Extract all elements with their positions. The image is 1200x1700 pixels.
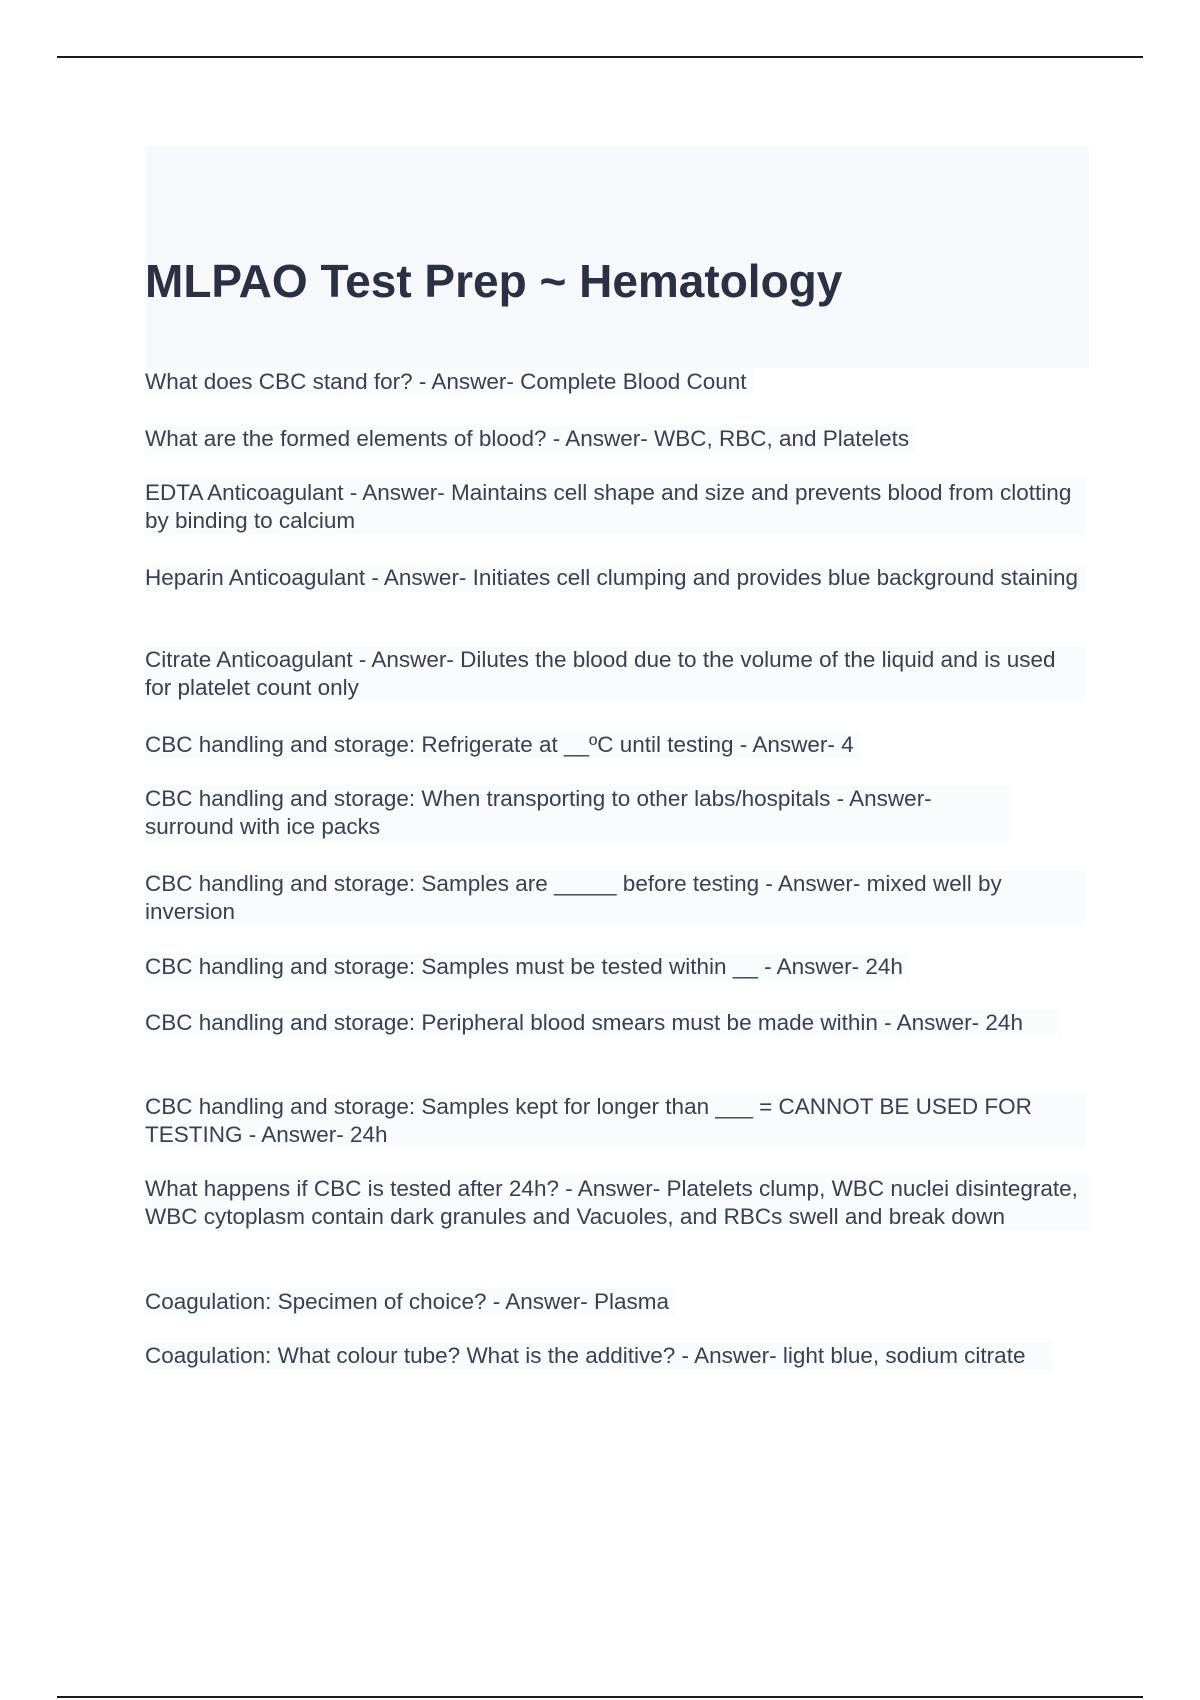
qa-item: What does CBC stand for? - Answer- Complete Blood Count: [145, 368, 753, 396]
qa-item: CBC handling and storage: Samples kept for longer than ___ = CANNOT BE USED FOR TESTING - Answer- 24h: [145, 1093, 1086, 1149]
qa-item: CBC handling and storage: Samples must be tested within __ - Answer- 24h: [145, 953, 909, 981]
qa-item: CBC handling and storage: When transporting to other labs/hospitals - Answer- surround with ice packs: [145, 785, 1011, 841]
qa-item: What happens if CBC is tested after 24h? - Answer- Platelets clump, WBC nuclei disintegrate, WBC cytoplasm contain dark granules and Vacuoles, and RBCs swell and break down: [145, 1175, 1091, 1231]
qa-item: Coagulation: Specimen of choice? - Answer- Plasma: [145, 1288, 675, 1316]
qa-item: Coagulation: What colour tube? What is the additive? - Answer- light blue, sodium citrate: [145, 1342, 1051, 1370]
qa-item: CBC handling and storage: Refrigerate at __ºC until testing - Answer- 4: [145, 731, 860, 759]
page-title: MLPAO Test Prep ~ Hematology: [145, 255, 843, 307]
bottom-rule: [57, 1696, 1143, 1698]
title-banner: [145, 146, 1089, 368]
qa-item: CBC handling and storage: Peripheral blood smears must be made within - Answer- 24h: [145, 1009, 1061, 1037]
qa-item: EDTA Anticoagulant - Answer- Maintains cell shape and size and prevents blood from clotting by binding to calcium: [145, 479, 1086, 535]
top-rule: [57, 56, 1143, 58]
qa-item: CBC handling and storage: Samples are _____ before testing - Answer- mixed well by inversion: [145, 870, 1086, 926]
qa-item: What are the formed elements of blood? - Answer- WBC, RBC, and Platelets: [145, 425, 915, 453]
qa-item: Citrate Anticoagulant - Answer- Dilutes the blood due to the volume of the liquid and is used for platelet count only: [145, 646, 1086, 702]
qa-item: Heparin Anticoagulant - Answer- Initiates cell clumping and provides blue background staining: [145, 564, 1086, 592]
